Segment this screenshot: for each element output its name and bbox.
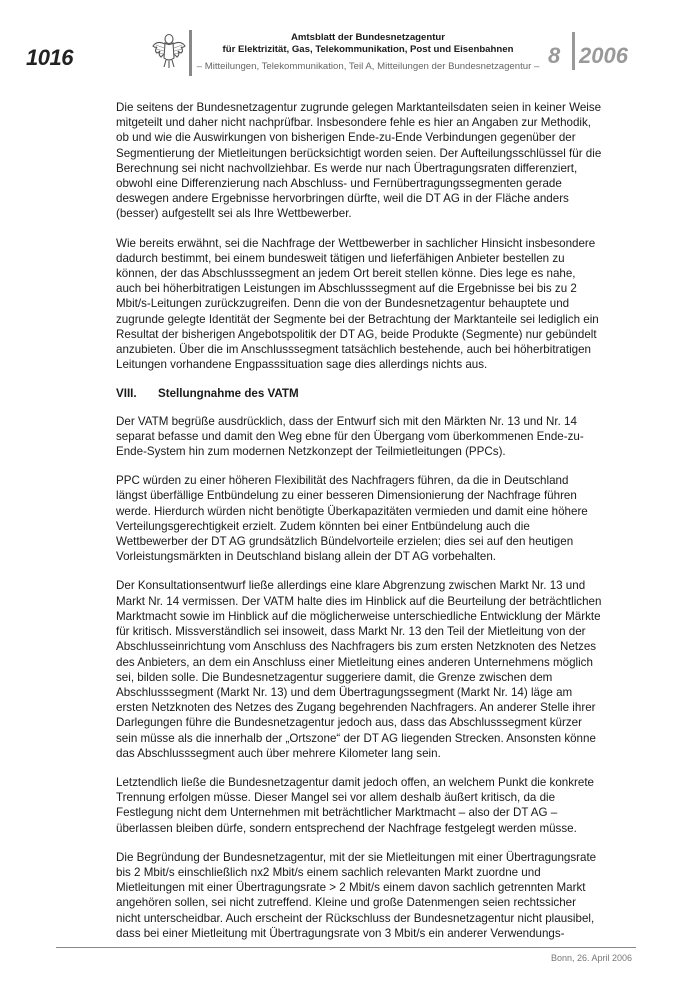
footer-divider bbox=[56, 947, 636, 948]
header bbox=[193, 32, 543, 74]
paragraph: Der Konsultationsentwurf ließe allerdings eine klare Abgrenzung zwischen Markt Nr. 13 und Markt Nr. 14 vermissen. Der VATM halte dies im Hinblick auf die Beurteilung der beträchtlichen Marktmacht sowie im Hinblick auf die möglicherweise unterschiedliche Entwicklung der Märkte für kritisch. Missverständlich sei insoweit, dass Markt Nr. 13 den Teil der Mietleitung von der Abschlusseinrichtung vom Anschluss des Nachfragers bis zum ersten Netzknoten des Netzes des Anbieters, an dem ein Anschluss einer Mietleitung eines anderen Unternehmens möglich sei, bilden solle. Die Bundesnetzagentur suggeriere damit, die Grenze zwischen dem Abschlusssegment (Markt Nr. 13) und dem Übertragungssegment (Markt Nr. 14) läge am ersten Netzknoten des Netzes des Zugang begehrenden Nachfragers. An anderer Stelle ihrer Darlegungen führe die Bundesnetzagentur jedoch aus, dass das Abschlusssegment kürzer sein müsse als die innerhalb der „Ortszone“ der DT AG liegenden Strecken. Ansonsten könne das Abschlusssegment auch über mehrere Kilometer lang sein. bbox=[116, 579, 602, 760]
header-subtitle: – Mitteilungen, Telekommunikation, Teil A, Mitteilungen der Bundesnetzagentur – bbox=[196, 61, 540, 72]
issue-year: 2006 bbox=[579, 43, 628, 68]
section-title: Stellungnahme des VATM bbox=[158, 387, 299, 401]
header-title-line2: für Elektrizität, Gas, Telekommunikation, Post und Eisenbahnen bbox=[222, 44, 514, 55]
paragraph: Die seitens der Bundesnetzagentur zugrunde gelegen Marktanteilsdaten seien in keiner Weise mitgeteilt und daher nicht nachprüfbar. Insbesondere fehle es hier an Angaben zur Methodik, ob und wie die Auswirkungen von bisherigen Ende-zu-Ende Verbindungen gegenüber der Segmentierung der Mietleitungen berücksichtigt worden seien. Der Aufteilungsschlüssel für die Berechnung sei nicht nachvollziehbar. Es werde nur nach Übertragungsraten differenziert, obwohl eine Differenzierung nach Abschluss- und Fernübertragungssegmenten gerade deswegen andere Ergebnisse hervorbringen dürfte, weil die DT AG in der Fläche anders (besser) aufgestellt sei als Ihre Wettbewerber. bbox=[116, 101, 602, 221]
paragraph: Die Begründung der Bundesnetzagentur, mit der sie Mietleitungen mit einer Übertragungsrate bis 2 Mbit/s einschließlich nx2 Mbit/s einem sachlich relevanten Markt zuordne und Mietleitungen mit einer Übertragungsrate > 2 Mbit/s einem davon sachlich getrennten Markt angehören sollen, sei nicht zutreffend. Kleine und große Datenmengen seien rechtssicher nicht unterscheidbar. Auch erscheint der Rückschluss der Bundesnetzagentur nicht plausibel, dass bei einer Mietleitung mit Übertragungsrate von 3 Mbit/s ein anderer Verwendungs- bbox=[116, 850, 597, 940]
header-divider bbox=[189, 30, 192, 76]
paragraph: PPC würden zu einer höheren Flexibilität des Nachfragers führen, da die in Deutschland längst überfällige Entbündelung zu einer besseren Dimensionierung der Nachfrage führen werde. Hierdurch würden nicht benötigte Überkapazitäten vermieden und damit eine höhere Verteilungsgerechtigkeit erzielt. Zudem könnten bei einer Entbündelung auch die Wettbewerber der DT AG grundsätzlich Bündelvorteile erzielen; dies sei auf den heutigen Vorleistungsmärkten in Deutschland bislang allein der DT AG vorbehalten. bbox=[116, 474, 588, 564]
federal-eagle-icon bbox=[151, 30, 187, 70]
body-text bbox=[116, 100, 602, 955]
issue-divider bbox=[572, 32, 575, 70]
paragraph: Wie bereits erwähnt, sei die Nachfrage der Wettbewerber in sachlicher Hinsicht insbesondere dadurch bestimmt, bei einem bundesweit tätigen und lieferfähigen Anbieter bestellen zu können, der das Abschlusssegment an jedem Ort bereit stellen könne. Dies lege es nahe, auch bei höherbitratigen Leistungen im Abschlusssegment auf die Ergebnisse bei bis zu 2 Mbit/s-Leitungen zurückzugreifen. Denn die von der Bundesnetzagentur behauptete und zugrunde gelegte Identität der Segmente bei der Betrachtung der Marktanteile sei lediglich ein Resultat der bisherigen Angebotspolitik der DT AG, beide Produkte (Segmente) nur gebündelt anzubieten. Über die im Anschlusssegment tatsächlich bestehende, auch bei höherbitratigen Leitungen vorhandene Engpasssituation sage dies allerdings nichts aus. bbox=[116, 236, 599, 372]
section-heading bbox=[116, 386, 602, 401]
section-number: VIII. bbox=[116, 387, 137, 401]
footer-location-date: Bonn, 26. April 2006 bbox=[550, 953, 632, 963]
header-title-line1: Amtsblatt der Bundesnetzagentur bbox=[290, 32, 446, 43]
page-number: 1016 bbox=[26, 45, 73, 70]
paragraph: Letztendlich ließe die Bundesnetzagentur damit jedoch offen, an welchem Punkt die konkrete Trennung erfolgen müsse. Dieser Mangel sei vor allem deshalb äußert kritisch, da die Festlegung nicht dem Unternehmen mit beträchtlicher Marktmacht – also der DT AG – überlassen bleiben dürfe, sondern entsprechend der Nachfrage festgelegt werden müsse. bbox=[116, 775, 595, 835]
issue-number: 8 bbox=[548, 43, 561, 68]
paragraph: Der VATM begrüße ausdrücklich, dass der Entwurf sich mit den Märkten Nr. 13 und Nr. 14 separat befasse und damit den Weg ebne für den Übergang vom überkommenen Ende-zu-Ende-System hin zum modernen Netzkonzept der Teilmietleitungen (PPCs). bbox=[116, 414, 584, 459]
